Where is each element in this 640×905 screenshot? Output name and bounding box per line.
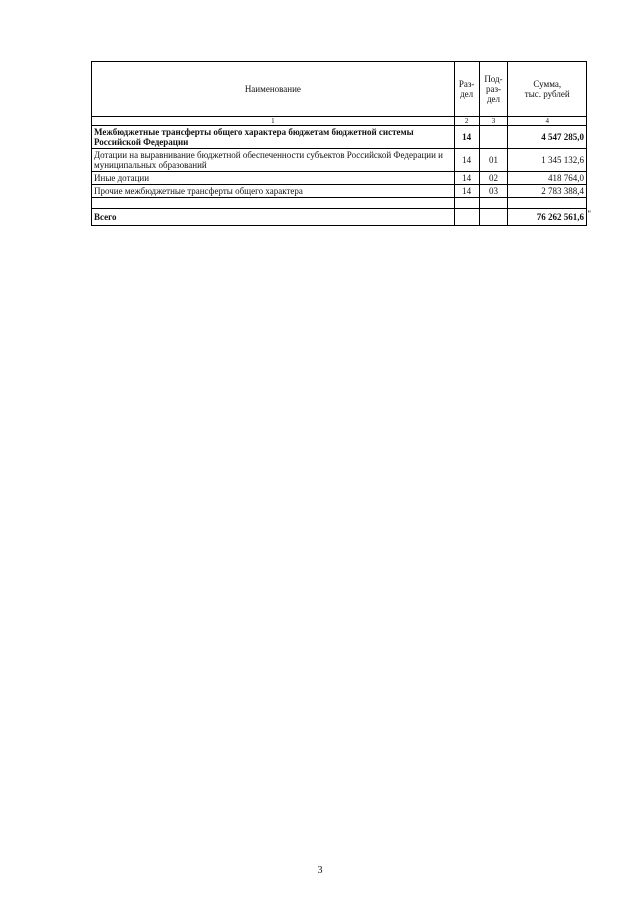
- column-number: 1: [92, 117, 455, 126]
- column-number-row: [92, 117, 587, 126]
- budget-table: [91, 61, 591, 226]
- row-section: 14: [454, 172, 479, 185]
- row-section: 14: [454, 185, 479, 198]
- row-name: Межбюджетные трансферты общего характера бюджетам бюджетной системы Российской Федерации: [92, 126, 455, 149]
- header-amount: Сумма, тыс. рублей: [508, 62, 587, 117]
- row-name: Иные дотации: [92, 172, 455, 185]
- empty-cell: [479, 198, 508, 209]
- row-subsection: [479, 126, 508, 149]
- total-amount: 76 262 561,6: [536, 212, 584, 222]
- row-amount: 1 345 132,6: [508, 149, 587, 172]
- header-subsection: Под- раз- дел: [479, 62, 508, 117]
- row-section: 14: [454, 149, 479, 172]
- empty-row: [92, 198, 587, 209]
- page-number: 3: [317, 865, 323, 876]
- row-name: Дотации на выравнивание бюджетной обеспеченности субъектов Российской Федерации и муниципальных образований: [92, 149, 455, 172]
- empty-cell: [508, 198, 587, 209]
- empty-cell: [454, 209, 479, 226]
- empty-cell: [454, 198, 479, 209]
- row-amount: 4 547 285,0: [508, 126, 587, 149]
- row-subsection: 03: [479, 185, 508, 198]
- total-label: Всего: [92, 209, 455, 226]
- column-number: 2: [454, 117, 479, 126]
- header-section: Раз- дел: [454, 62, 479, 117]
- header-name: Наименование: [92, 62, 455, 117]
- column-number: 4: [508, 117, 587, 126]
- row-amount: 418 764,0: [508, 172, 587, 185]
- empty-cell: [92, 198, 455, 209]
- total-row: [92, 209, 587, 226]
- row-section: 14: [454, 126, 479, 149]
- empty-cell: [479, 209, 508, 226]
- table-header-row: [92, 62, 587, 117]
- total-amount-cell: [508, 209, 591, 226]
- column-number: 3: [479, 117, 508, 126]
- row-amount: 2 783 388,4: [508, 185, 587, 198]
- closing-quote: ": [587, 209, 591, 219]
- row-name: Прочие межбюджетные трансферты общего характера: [92, 185, 455, 198]
- table-row: [92, 126, 587, 149]
- table-row: [92, 172, 587, 185]
- row-subsection: 02: [479, 172, 508, 185]
- row-subsection: 01: [479, 149, 508, 172]
- table-row: [92, 149, 587, 172]
- table-row: [92, 185, 587, 198]
